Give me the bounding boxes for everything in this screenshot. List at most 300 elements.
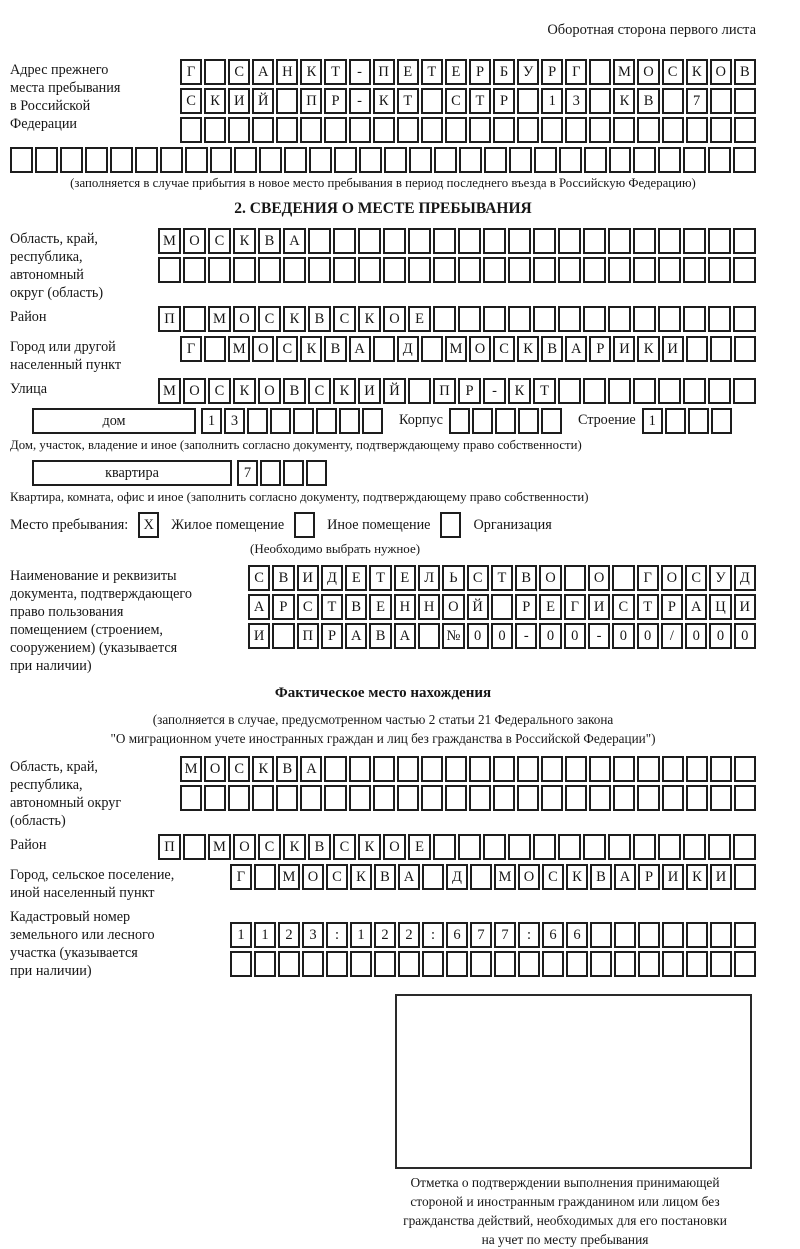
char-cell[interactable]	[534, 147, 557, 173]
char-cell[interactable]	[421, 785, 443, 811]
char-cell[interactable]	[135, 147, 158, 173]
char-cell[interactable]: И	[662, 336, 684, 362]
char-cell[interactable]	[334, 147, 357, 173]
char-cell[interactable]	[362, 408, 383, 434]
char-cell[interactable]	[445, 756, 467, 782]
char-cell[interactable]	[434, 147, 457, 173]
char-cell[interactable]	[633, 228, 656, 254]
char-cell[interactable]: У	[517, 59, 539, 85]
char-cell[interactable]: М	[494, 864, 516, 890]
char-cell[interactable]: Р	[272, 594, 294, 620]
char-cell[interactable]: К	[686, 864, 708, 890]
char-cell[interactable]	[558, 228, 581, 254]
char-cell[interactable]	[470, 951, 492, 977]
char-cell[interactable]: П	[433, 378, 456, 404]
char-cell[interactable]: А	[614, 864, 636, 890]
char-cell[interactable]: В	[590, 864, 612, 890]
char-cell[interactable]	[308, 228, 331, 254]
char-cell[interactable]: И	[358, 378, 381, 404]
char-cell[interactable]	[609, 147, 632, 173]
char-cell[interactable]	[508, 257, 531, 283]
char-cell[interactable]	[349, 756, 371, 782]
char-cell[interactable]: О	[539, 565, 561, 591]
char-cell[interactable]: Р	[324, 88, 346, 114]
char-cell[interactable]	[373, 756, 395, 782]
char-cell[interactable]: Р	[541, 59, 563, 85]
char-cell[interactable]	[686, 756, 708, 782]
char-cell[interactable]	[316, 408, 337, 434]
char-cell[interactable]: Е	[408, 306, 431, 332]
char-cell[interactable]	[258, 257, 281, 283]
char-cell[interactable]	[542, 951, 564, 977]
char-cell[interactable]	[590, 951, 612, 977]
char-cell[interactable]: А	[300, 756, 322, 782]
char-cell[interactable]	[711, 408, 732, 434]
char-cell[interactable]: В	[324, 336, 346, 362]
char-cell[interactable]: В	[637, 88, 659, 114]
char-cell[interactable]	[708, 228, 731, 254]
char-cell[interactable]	[734, 117, 756, 143]
char-cell[interactable]: 1	[642, 408, 663, 434]
char-cell[interactable]: 6	[542, 922, 564, 948]
char-cell[interactable]: Д	[446, 864, 468, 890]
char-cell[interactable]: В	[258, 228, 281, 254]
char-cell[interactable]: И	[734, 594, 756, 620]
char-cell[interactable]	[633, 147, 656, 173]
char-cell[interactable]	[686, 922, 708, 948]
char-cell[interactable]: П	[300, 88, 322, 114]
char-cell[interactable]	[583, 834, 606, 860]
char-cell[interactable]	[686, 336, 708, 362]
char-cell[interactable]	[324, 117, 346, 143]
char-cell[interactable]: 2	[398, 922, 420, 948]
char-cell[interactable]	[397, 756, 419, 782]
char-cell[interactable]	[204, 785, 226, 811]
char-cell[interactable]: Б	[493, 59, 515, 85]
char-cell[interactable]	[421, 336, 443, 362]
char-cell[interactable]	[662, 785, 684, 811]
char-cell[interactable]	[683, 257, 706, 283]
char-cell[interactable]: Г	[637, 565, 659, 591]
char-cell[interactable]: К	[204, 88, 226, 114]
char-cell[interactable]: А	[565, 336, 587, 362]
char-cell[interactable]	[613, 117, 635, 143]
char-cell[interactable]	[234, 147, 257, 173]
char-cell[interactable]	[349, 117, 371, 143]
char-cell[interactable]: У	[709, 565, 731, 591]
char-cell[interactable]	[358, 228, 381, 254]
char-cell[interactable]: 0	[612, 623, 634, 649]
char-cell[interactable]: П	[373, 59, 395, 85]
char-cell[interactable]: Р	[638, 864, 660, 890]
char-cell[interactable]	[565, 117, 587, 143]
char-cell[interactable]	[533, 228, 556, 254]
char-cell[interactable]: К	[358, 834, 381, 860]
char-cell[interactable]	[686, 951, 708, 977]
char-cell[interactable]	[614, 951, 636, 977]
char-cell[interactable]: К	[300, 336, 322, 362]
char-cell[interactable]	[508, 228, 531, 254]
char-cell[interactable]	[470, 864, 492, 890]
char-cell[interactable]	[445, 117, 467, 143]
char-cell[interactable]	[483, 257, 506, 283]
char-cell[interactable]: 3	[224, 408, 245, 434]
char-cell[interactable]: К	[517, 336, 539, 362]
char-cell[interactable]	[683, 228, 706, 254]
char-cell[interactable]: К	[637, 336, 659, 362]
char-cell[interactable]: Е	[369, 594, 391, 620]
char-cell[interactable]	[734, 88, 756, 114]
char-cell[interactable]: Н	[394, 594, 416, 620]
char-cell[interactable]	[374, 951, 396, 977]
char-cell[interactable]	[710, 756, 732, 782]
char-cell[interactable]: Н	[418, 594, 440, 620]
char-cell[interactable]: С	[685, 565, 707, 591]
char-cell[interactable]	[584, 147, 607, 173]
char-cell[interactable]: Р	[589, 336, 611, 362]
char-cell[interactable]: Р	[493, 88, 515, 114]
char-cell[interactable]: С	[208, 378, 231, 404]
char-cell[interactable]	[373, 336, 395, 362]
char-cell[interactable]	[333, 228, 356, 254]
char-cell[interactable]	[683, 834, 706, 860]
char-cell[interactable]	[306, 460, 327, 486]
char-cell[interactable]: 0	[734, 623, 756, 649]
char-cell[interactable]: К	[283, 306, 306, 332]
char-cell[interactable]	[658, 378, 681, 404]
char-cell[interactable]	[508, 834, 531, 860]
char-cell[interactable]: С	[542, 864, 564, 890]
char-cell[interactable]: И	[248, 623, 270, 649]
char-cell[interactable]: 0	[491, 623, 513, 649]
char-cell[interactable]	[509, 147, 532, 173]
char-cell[interactable]	[710, 336, 732, 362]
char-cell[interactable]	[469, 785, 491, 811]
char-cell[interactable]	[418, 623, 440, 649]
char-cell[interactable]	[710, 785, 732, 811]
char-cell[interactable]	[608, 306, 631, 332]
char-cell[interactable]: Р	[321, 623, 343, 649]
char-cell[interactable]	[638, 922, 660, 948]
char-cell[interactable]	[710, 951, 732, 977]
char-cell[interactable]	[160, 147, 183, 173]
char-cell[interactable]	[734, 951, 756, 977]
char-cell[interactable]: О	[469, 336, 491, 362]
char-cell[interactable]	[608, 378, 631, 404]
char-cell[interactable]	[421, 88, 443, 114]
char-cell[interactable]: И	[710, 864, 732, 890]
char-cell[interactable]: К	[613, 88, 635, 114]
char-cell[interactable]	[484, 147, 507, 173]
char-cell[interactable]	[433, 257, 456, 283]
char-cell[interactable]: П	[297, 623, 319, 649]
char-cell[interactable]	[180, 117, 202, 143]
char-cell[interactable]	[210, 147, 233, 173]
char-cell[interactable]	[180, 785, 202, 811]
char-cell[interactable]	[683, 306, 706, 332]
char-cell[interactable]: 6	[566, 922, 588, 948]
char-cell[interactable]	[583, 257, 606, 283]
char-cell[interactable]	[733, 378, 756, 404]
char-cell[interactable]: Г	[180, 336, 202, 362]
char-cell[interactable]: 0	[685, 623, 707, 649]
char-cell[interactable]	[517, 88, 539, 114]
char-cell[interactable]	[589, 59, 611, 85]
char-cell[interactable]: М	[445, 336, 467, 362]
char-cell[interactable]: 2	[374, 922, 396, 948]
char-cell[interactable]	[633, 378, 656, 404]
char-cell[interactable]	[491, 594, 513, 620]
char-cell[interactable]	[440, 512, 461, 538]
char-cell[interactable]: О	[518, 864, 540, 890]
char-cell[interactable]: Д	[321, 565, 343, 591]
char-cell[interactable]	[734, 785, 756, 811]
char-cell[interactable]: Т	[637, 594, 659, 620]
char-cell[interactable]: А	[248, 594, 270, 620]
char-cell[interactable]	[158, 257, 181, 283]
char-cell[interactable]: Т	[421, 59, 443, 85]
char-cell[interactable]	[508, 306, 531, 332]
char-cell[interactable]	[495, 408, 516, 434]
char-cell[interactable]	[483, 228, 506, 254]
char-cell[interactable]	[638, 951, 660, 977]
char-cell[interactable]: И	[228, 88, 250, 114]
char-cell[interactable]	[204, 117, 226, 143]
char-cell[interactable]: С	[297, 594, 319, 620]
char-cell[interactable]	[533, 257, 556, 283]
char-cell[interactable]	[708, 378, 731, 404]
char-cell[interactable]: 2	[278, 922, 300, 948]
char-cell[interactable]	[662, 951, 684, 977]
char-cell[interactable]: 0	[709, 623, 731, 649]
char-cell[interactable]: Р	[661, 594, 683, 620]
char-cell[interactable]: О	[233, 306, 256, 332]
char-cell[interactable]	[517, 117, 539, 143]
char-cell[interactable]: О	[204, 756, 226, 782]
char-cell[interactable]: Ь	[442, 565, 464, 591]
char-cell[interactable]: Е	[397, 59, 419, 85]
char-cell[interactable]: Е	[345, 565, 367, 591]
char-cell[interactable]	[734, 336, 756, 362]
char-cell[interactable]	[637, 785, 659, 811]
char-cell[interactable]	[284, 147, 307, 173]
char-cell[interactable]	[204, 336, 226, 362]
char-cell[interactable]: К	[233, 378, 256, 404]
char-cell[interactable]	[613, 785, 635, 811]
char-cell[interactable]: О	[183, 378, 206, 404]
char-cell[interactable]	[733, 306, 756, 332]
char-cell[interactable]	[349, 785, 371, 811]
char-cell[interactable]: 6	[446, 922, 468, 948]
char-cell[interactable]: И	[613, 336, 635, 362]
char-cell[interactable]: С	[445, 88, 467, 114]
char-cell[interactable]: :	[518, 922, 540, 948]
char-cell[interactable]	[733, 147, 756, 173]
char-cell[interactable]	[276, 88, 298, 114]
char-cell[interactable]: Н	[276, 59, 298, 85]
char-cell[interactable]	[398, 951, 420, 977]
char-cell[interactable]	[533, 306, 556, 332]
char-cell[interactable]: Г	[565, 59, 587, 85]
char-cell[interactable]: 3	[565, 88, 587, 114]
char-cell[interactable]: 0	[539, 623, 561, 649]
char-cell[interactable]	[665, 408, 686, 434]
char-cell[interactable]	[446, 951, 468, 977]
char-cell[interactable]: Т	[369, 565, 391, 591]
char-cell[interactable]: К	[508, 378, 531, 404]
char-cell[interactable]: В	[276, 756, 298, 782]
char-cell[interactable]	[566, 951, 588, 977]
char-cell[interactable]	[662, 922, 684, 948]
char-cell[interactable]: В	[369, 623, 391, 649]
char-cell[interactable]	[733, 228, 756, 254]
char-cell[interactable]: О	[183, 228, 206, 254]
char-cell[interactable]	[683, 147, 706, 173]
char-cell[interactable]: №	[442, 623, 464, 649]
char-cell[interactable]: А	[398, 864, 420, 890]
char-cell[interactable]	[433, 228, 456, 254]
char-cell[interactable]	[637, 117, 659, 143]
char-cell[interactable]	[688, 408, 709, 434]
char-cell[interactable]	[734, 756, 756, 782]
char-cell[interactable]: М	[158, 228, 181, 254]
char-cell[interactable]	[589, 785, 611, 811]
char-cell[interactable]	[517, 785, 539, 811]
char-cell[interactable]	[559, 147, 582, 173]
char-cell[interactable]: -	[349, 88, 371, 114]
char-cell[interactable]	[183, 834, 206, 860]
char-cell[interactable]: Е	[394, 565, 416, 591]
char-cell[interactable]: Д	[397, 336, 419, 362]
char-cell[interactable]	[324, 785, 346, 811]
char-cell[interactable]: А	[252, 59, 274, 85]
char-cell[interactable]	[408, 378, 431, 404]
char-cell[interactable]	[421, 117, 443, 143]
char-cell[interactable]	[433, 306, 456, 332]
char-cell[interactable]: Д	[734, 565, 756, 591]
char-cell[interactable]	[494, 951, 516, 977]
char-cell[interactable]: 1	[230, 922, 252, 948]
char-cell[interactable]	[247, 408, 268, 434]
char-cell[interactable]	[558, 257, 581, 283]
char-cell[interactable]: К	[686, 59, 708, 85]
char-cell[interactable]	[483, 834, 506, 860]
char-cell[interactable]	[734, 922, 756, 948]
char-cell[interactable]	[359, 147, 382, 173]
char-cell[interactable]: 0	[637, 623, 659, 649]
char-cell[interactable]: С	[228, 59, 250, 85]
char-cell[interactable]: С	[228, 756, 250, 782]
char-cell[interactable]: Т	[397, 88, 419, 114]
char-cell[interactable]	[283, 460, 304, 486]
char-cell[interactable]: О	[588, 565, 610, 591]
char-cell[interactable]	[233, 257, 256, 283]
char-cell[interactable]	[308, 257, 331, 283]
char-cell[interactable]	[458, 834, 481, 860]
char-cell[interactable]	[373, 117, 395, 143]
char-cell[interactable]: Г	[230, 864, 252, 890]
char-cell[interactable]: М	[208, 306, 231, 332]
char-cell[interactable]	[710, 88, 732, 114]
char-cell[interactable]: Т	[321, 594, 343, 620]
char-cell[interactable]: К	[566, 864, 588, 890]
char-cell[interactable]	[254, 864, 276, 890]
char-cell[interactable]	[228, 785, 250, 811]
char-cell[interactable]: -	[349, 59, 371, 85]
char-cell[interactable]: С	[326, 864, 348, 890]
char-cell[interactable]: /	[661, 623, 683, 649]
char-cell[interactable]	[326, 951, 348, 977]
char-cell[interactable]: Й	[252, 88, 274, 114]
char-cell[interactable]: М	[158, 378, 181, 404]
char-cell[interactable]: Г	[180, 59, 202, 85]
char-cell[interactable]: И	[662, 864, 684, 890]
char-cell[interactable]: К	[373, 88, 395, 114]
char-cell[interactable]: О	[661, 565, 683, 591]
char-cell[interactable]: Е	[445, 59, 467, 85]
char-cell[interactable]: Й	[467, 594, 489, 620]
char-cell[interactable]	[708, 257, 731, 283]
char-cell[interactable]: :	[326, 922, 348, 948]
char-cell[interactable]: П	[158, 306, 181, 332]
char-cell[interactable]	[445, 785, 467, 811]
char-cell[interactable]: С	[662, 59, 684, 85]
char-cell[interactable]	[662, 88, 684, 114]
char-cell[interactable]: -	[515, 623, 537, 649]
char-cell[interactable]	[350, 951, 372, 977]
char-cell[interactable]: В	[515, 565, 537, 591]
char-cell[interactable]	[493, 785, 515, 811]
char-cell[interactable]: В	[308, 834, 331, 860]
char-cell[interactable]	[35, 147, 58, 173]
char-cell[interactable]: Е	[408, 834, 431, 860]
char-cell[interactable]: К	[283, 834, 306, 860]
char-cell[interactable]: 7	[470, 922, 492, 948]
char-cell[interactable]	[339, 408, 360, 434]
char-cell[interactable]: О	[233, 834, 256, 860]
char-cell[interactable]: К	[350, 864, 372, 890]
char-cell[interactable]	[483, 306, 506, 332]
char-cell[interactable]	[613, 756, 635, 782]
char-cell[interactable]: М	[228, 336, 250, 362]
char-cell[interactable]	[658, 147, 681, 173]
char-cell[interactable]	[686, 117, 708, 143]
char-cell[interactable]: Т	[533, 378, 556, 404]
char-cell[interactable]	[733, 834, 756, 860]
char-cell[interactable]	[60, 147, 83, 173]
char-cell[interactable]: В	[734, 59, 756, 85]
char-cell[interactable]	[408, 257, 431, 283]
char-cell[interactable]	[583, 228, 606, 254]
char-cell[interactable]	[708, 306, 731, 332]
char-cell[interactable]	[518, 951, 540, 977]
char-cell[interactable]: А	[283, 228, 306, 254]
char-cell[interactable]	[541, 408, 562, 434]
char-cell[interactable]	[260, 460, 281, 486]
char-cell[interactable]: 1	[541, 88, 563, 114]
char-cell[interactable]	[254, 951, 276, 977]
char-cell[interactable]	[658, 834, 681, 860]
char-cell[interactable]: 3	[302, 922, 324, 948]
char-cell[interactable]	[422, 951, 444, 977]
char-cell[interactable]	[409, 147, 432, 173]
char-cell[interactable]	[276, 117, 298, 143]
char-cell[interactable]	[558, 834, 581, 860]
char-cell[interactable]	[710, 922, 732, 948]
char-cell[interactable]: М	[208, 834, 231, 860]
char-cell[interactable]	[683, 378, 706, 404]
char-cell[interactable]	[408, 228, 431, 254]
